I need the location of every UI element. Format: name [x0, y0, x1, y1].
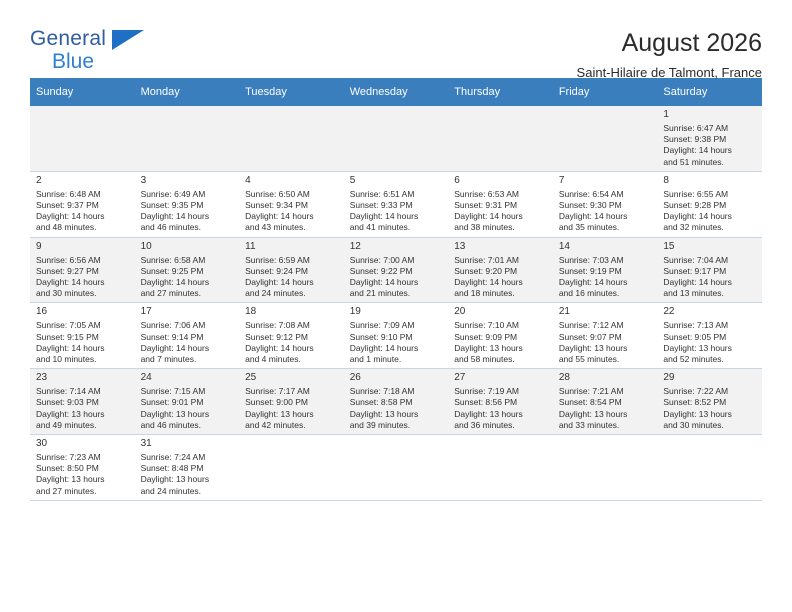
calendar-day-cell — [239, 303, 344, 369]
calendar-day-cell — [657, 303, 762, 369]
day-number: 10 — [140, 240, 152, 252]
day-number: 26 — [349, 372, 361, 384]
day-info: Sunrise: 7:13 AM Sunset: 9:05 PM Daylight: 13 hours and 52 minutes. — [663, 320, 732, 365]
day-number: 9 — [36, 240, 42, 252]
day-number: 1 — [663, 109, 669, 120]
calendar-day-cell — [448, 369, 553, 435]
day-number: 30 — [36, 438, 48, 450]
calendar-day-cell — [553, 435, 658, 501]
calendar-week-row — [30, 369, 762, 435]
calendar-week-row — [30, 237, 762, 303]
calendar-day-cell — [344, 171, 449, 237]
day-info: Sunrise: 7:23 AM Sunset: 8:50 PM Daylight: 13 hours and 27 minutes. — [36, 452, 105, 496]
title-block — [577, 28, 762, 81]
flag-icon — [112, 30, 144, 50]
calendar-table — [30, 78, 762, 501]
weekday-header-thursday: Thursday — [448, 78, 553, 106]
day-number: 29 — [663, 372, 675, 384]
day-info: Sunrise: 6:51 AM Sunset: 9:33 PM Daylight: 14 hours and 41 minutes. — [349, 188, 419, 233]
calendar-day-cell — [135, 106, 240, 171]
day-number: 15 — [663, 240, 675, 252]
day-info: Sunrise: 6:59 AM Sunset: 9:24 PM Daylight: 14 hours and 24 minutes. — [245, 254, 314, 299]
logo-text-blue: Blue — [52, 50, 95, 73]
weekday-header-monday: Monday — [135, 78, 240, 106]
day-info: Sunrise: 7:22 AM Sunset: 8:52 PM Daylight: 13 hours and 30 minutes. — [663, 386, 732, 430]
weekday-header-friday: Friday — [553, 78, 658, 106]
day-number: 20 — [454, 306, 466, 318]
calendar-day-cell — [553, 171, 658, 237]
day-number: 7 — [558, 174, 565, 186]
day-number: 8 — [663, 174, 669, 186]
day-number: 11 — [245, 240, 256, 252]
calendar-day-cell — [553, 369, 658, 435]
day-number: 5 — [349, 174, 356, 186]
weekday-header-sunday: Sunday — [30, 78, 135, 106]
calendar-day-cell — [344, 435, 449, 501]
day-number: 18 — [245, 306, 257, 318]
day-info: Sunrise: 6:58 AM Sunset: 9:25 PM Daylight: 14 hours and 27 minutes. — [140, 254, 210, 299]
calendar-day-cell — [448, 106, 553, 171]
day-info: Sunrise: 6:49 AM Sunset: 9:35 PM Daylight: 14 hours and 46 minutes. — [140, 188, 210, 233]
day-info: Sunrise: 6:55 AM Sunset: 9:28 PM Daylight: 14 hours and 32 minutes. — [663, 188, 732, 233]
day-info: Sunrise: 7:05 AM Sunset: 9:15 PM Daylight: 14 hours and 10 minutes. — [36, 320, 105, 365]
day-info: Sunrise: 7:04 AM Sunset: 9:17 PM Daylight: 14 hours and 13 minutes. — [663, 254, 732, 299]
day-info: Sunrise: 7:19 AM Sunset: 8:56 PM Daylight: 13 hours and 36 minutes. — [454, 386, 523, 430]
general-blue-logo — [30, 28, 150, 76]
day-number: 3 — [140, 174, 147, 186]
calendar-day-cell — [30, 435, 135, 501]
day-info: Sunrise: 6:53 AM Sunset: 9:31 PM Daylight: 14 hours and 38 minutes. — [454, 188, 523, 233]
day-number: 14 — [558, 240, 570, 252]
day-number: 16 — [36, 306, 48, 318]
day-info: Sunrise: 7:18 AM Sunset: 8:58 PM Daylight: 13 hours and 39 minutes. — [349, 386, 419, 430]
weekday-header-tuesday: Tuesday — [239, 78, 344, 106]
day-info: Sunrise: 7:06 AM Sunset: 9:14 PM Daylight: 14 hours and 7 minutes. — [140, 320, 210, 365]
day-info: Sunrise: 6:50 AM Sunset: 9:34 PM Daylight: 14 hours and 43 minutes. — [245, 188, 314, 233]
day-number: 19 — [349, 306, 361, 318]
calendar-day-cell — [30, 369, 135, 435]
calendar-day-cell — [239, 369, 344, 435]
day-info: Sunrise: 7:17 AM Sunset: 9:00 PM Daylight: 13 hours and 42 minutes. — [245, 386, 314, 430]
day-number: 21 — [558, 306, 570, 318]
day-info: Sunrise: 7:12 AM Sunset: 9:07 PM Daylight: 13 hours and 55 minutes. — [558, 320, 628, 365]
day-number: 2 — [36, 174, 42, 186]
calendar-day-cell — [135, 237, 240, 303]
calendar-day-cell — [657, 435, 762, 501]
calendar-day-cell — [30, 237, 135, 303]
logo-text-general: General — [30, 27, 107, 50]
calendar-day-cell — [448, 171, 553, 237]
calendar-day-cell — [135, 369, 240, 435]
weekday-header-saturday: Saturday — [657, 78, 762, 106]
page-title: August 2026 — [621, 29, 762, 57]
calendar-day-cell — [30, 106, 135, 171]
day-info: Sunrise: 7:00 AM Sunset: 9:22 PM Daylight: 14 hours and 21 minutes. — [349, 254, 419, 299]
calendar-day-cell — [135, 303, 240, 369]
day-number: 13 — [454, 240, 466, 252]
calendar-day-cell — [135, 435, 240, 501]
calendar-day-cell — [553, 303, 658, 369]
day-number: 28 — [558, 372, 570, 384]
day-info: Sunrise: 6:47 AM Sunset: 9:38 PM Daylight: 14 hours and 51 minutes. — [663, 123, 732, 167]
day-number: 6 — [454, 174, 460, 186]
calendar-day-cell — [239, 106, 344, 171]
calendar-day-cell — [448, 237, 553, 303]
calendar-day-cell — [344, 369, 449, 435]
day-info: Sunrise: 7:03 AM Sunset: 9:19 PM Daylight: 14 hours and 16 minutes. — [558, 254, 628, 299]
calendar-day-cell — [135, 171, 240, 237]
calendar-day-cell — [344, 106, 449, 171]
page-subtitle: Saint-Hilaire de Talmont, France — [576, 65, 762, 80]
day-number: 25 — [245, 372, 257, 384]
day-info: Sunrise: 7:01 AM Sunset: 9:20 PM Daylight: 14 hours and 18 minutes. — [454, 254, 523, 299]
day-number: 12 — [349, 240, 361, 252]
day-number: 23 — [36, 372, 48, 384]
page-header — [30, 0, 762, 80]
day-info: Sunrise: 7:21 AM Sunset: 8:54 PM Daylight: 13 hours and 33 minutes. — [558, 386, 628, 430]
day-info: Sunrise: 7:14 AM Sunset: 9:03 PM Daylight: 13 hours and 49 minutes. — [36, 386, 105, 430]
calendar-day-cell — [344, 237, 449, 303]
calendar-day-cell — [30, 171, 135, 237]
day-number: 31 — [140, 438, 152, 450]
calendar-day-cell — [657, 106, 762, 171]
calendar-day-cell — [344, 303, 449, 369]
calendar-header-row — [30, 78, 762, 106]
day-number: 27 — [454, 372, 466, 384]
day-info: Sunrise: 7:09 AM Sunset: 9:10 PM Daylight: 14 hours and 1 minute. — [349, 320, 419, 365]
calendar-week-row — [30, 106, 762, 171]
day-info: Sunrise: 7:10 AM Sunset: 9:09 PM Daylight: 13 hours and 58 minutes. — [454, 320, 523, 365]
day-number: 24 — [140, 372, 152, 384]
calendar-day-cell — [448, 435, 553, 501]
day-info: Sunrise: 7:24 AM Sunset: 8:48 PM Daylight: 13 hours and 24 minutes. — [140, 452, 210, 496]
calendar-day-cell — [30, 303, 135, 369]
day-info: Sunrise: 6:48 AM Sunset: 9:37 PM Daylight: 14 hours and 48 minutes. — [36, 188, 105, 233]
calendar-day-cell — [239, 435, 344, 501]
day-info: Sunrise: 6:56 AM Sunset: 9:27 PM Daylight: 14 hours and 30 minutes. — [36, 254, 105, 299]
weekday-header-wednesday: Wednesday — [344, 78, 449, 106]
calendar-day-cell — [657, 369, 762, 435]
calendar-day-cell — [239, 237, 344, 303]
calendar-day-cell — [448, 303, 553, 369]
day-info: Sunrise: 7:15 AM Sunset: 9:01 PM Daylight: 13 hours and 46 minutes. — [140, 386, 210, 430]
calendar-week-row — [30, 171, 762, 237]
day-number: 22 — [663, 306, 675, 318]
calendar-week-row — [30, 303, 762, 369]
calendar-week-row — [30, 435, 762, 501]
day-info: Sunrise: 6:54 AM Sunset: 9:30 PM Daylight: 14 hours and 35 minutes. — [558, 188, 628, 233]
calendar-day-cell — [553, 237, 658, 303]
day-number: 17 — [140, 306, 152, 318]
day-number: 4 — [245, 174, 251, 186]
day-info: Sunrise: 7:08 AM Sunset: 9:12 PM Daylight: 14 hours and 4 minutes. — [245, 320, 314, 365]
calendar-day-cell — [657, 171, 762, 237]
calendar-day-cell — [657, 237, 762, 303]
calendar-day-cell — [239, 171, 344, 237]
calendar-day-cell — [553, 106, 658, 171]
